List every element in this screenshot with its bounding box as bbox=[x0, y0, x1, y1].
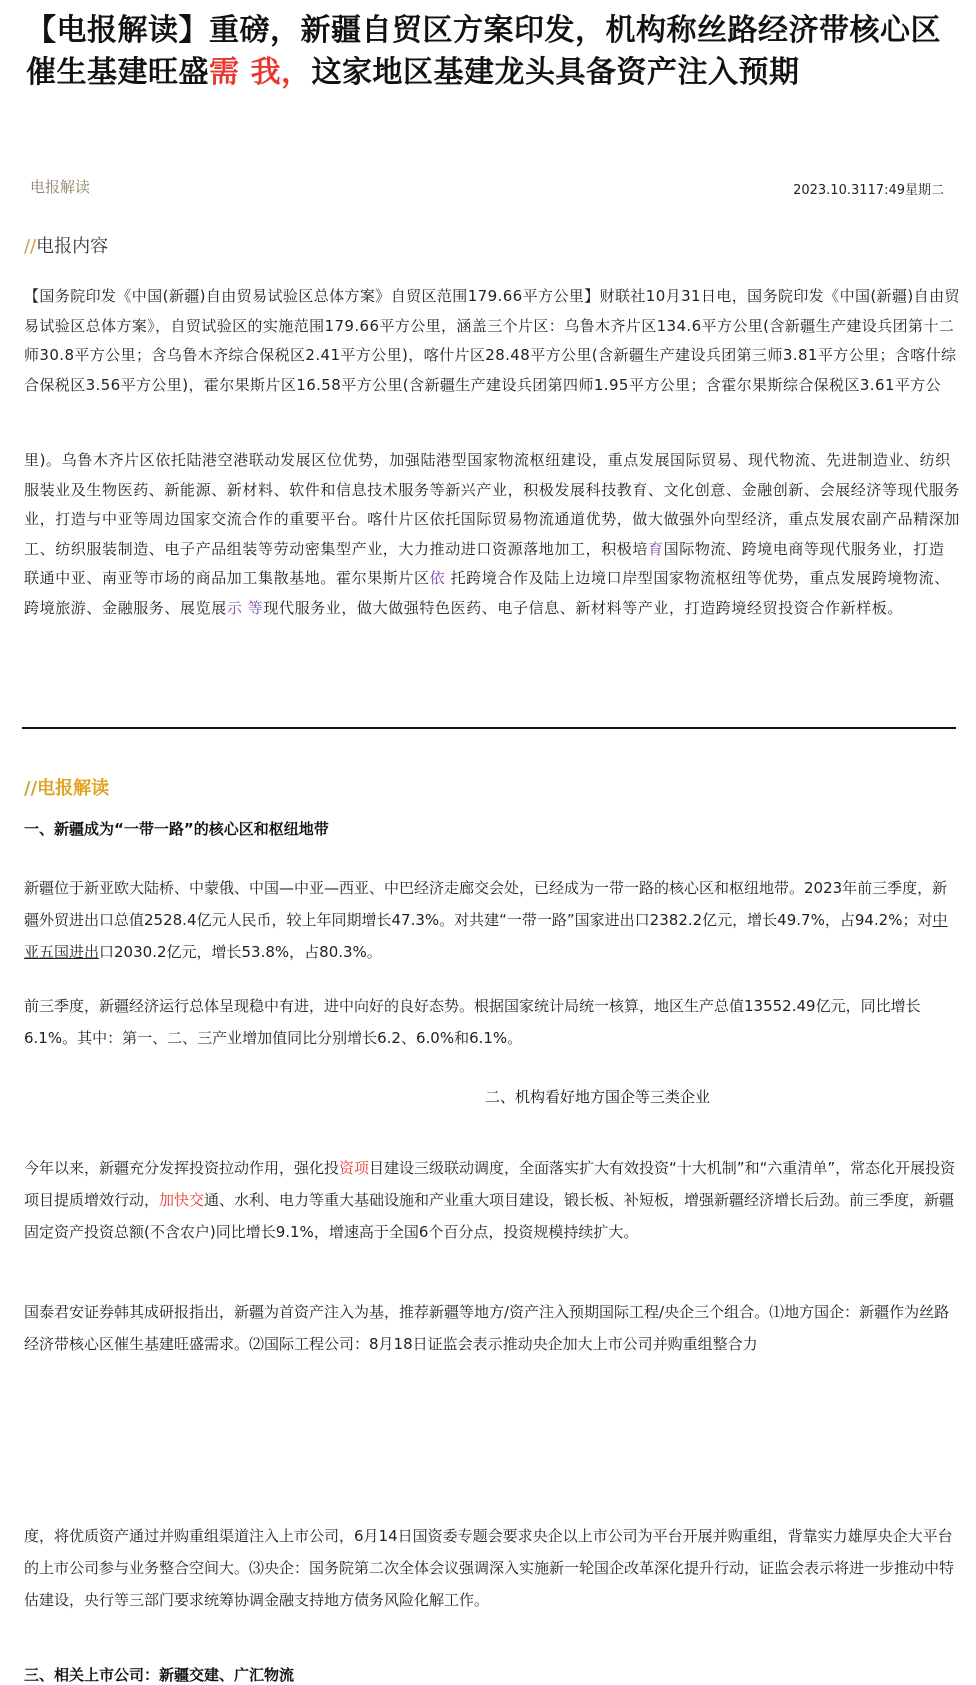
paragraph-text: 今年以来，新疆充分发挥投资拉动作用，强化投 bbox=[24, 1159, 340, 1177]
highlight-text: 依 bbox=[429, 569, 446, 587]
section-slash-mark: // bbox=[24, 778, 38, 799]
highlight-text: 资项 bbox=[339, 1159, 370, 1177]
analysis-paragraph-1 bbox=[24, 872, 960, 968]
subheading-1: 一、新疆成为“一带一路”的核心区和枢纽地带 bbox=[24, 820, 329, 838]
subheading-2: 二、机构看好地方国企等三类企业 bbox=[485, 1088, 711, 1106]
paragraph-text: 里)。乌鲁木齐片区依托陆港空港联动发展区位优势，加强陆港型国家物流枢纽建设，重点发展国际贸易、现代物流、先进制造业、纺织服装业及生物医药、新能源、新材料、软件和信息技术服务等新兴产业，积极发展科技教育、文化创意、金融创新、会展经济等现代服务业，打造与中亚等周边国家交流合作的重要平台。喀什片区依托国际贸易物流通道优势，做大做强外向型经济，重点发展农副产品精深加工、纺织服装制造、电子产品组装等劳动密集型产业，大力推动进口资源落地加工，积极培 bbox=[24, 451, 961, 558]
article-headline bbox=[26, 10, 961, 94]
paragraph-text: 新疆位于新亚欧大陆桥、中蒙俄、中国—中亚—西亚、中巴经济走廊交会处，已经成为一带一路的核心区和枢纽地带。2023年前三季度，新疆外贸进出口总值2528.4亿元人民币，较上年同期增长47.3%。对共建“一带一路”国家进出口2382.2亿元，增长49.7%，占94.2%；对 bbox=[24, 879, 948, 929]
underlined-text: 中亚五国进出 bbox=[24, 911, 948, 961]
analysis-paragraph-4: 国泰君安证券韩其成研报指出，新疆为首资产注入为基，推荐新疆等地方/资产注入预期国际工程/央企三个组合。⑴地方国企：新疆作为丝路经济带核心区催生基建旺盛需求。⑵国际工程公司：8月18日证监会表示推动央企加大上市公司并购重组整合力 bbox=[24, 1303, 950, 1353]
highlight-text: 育 bbox=[648, 539, 664, 558]
section-divider bbox=[22, 727, 956, 729]
publish-datetime: 2023.10.3117:49星期二 bbox=[793, 183, 944, 198]
headline-text-end: 这家地区基建龙头具备资产注入预期 bbox=[311, 55, 800, 90]
category-link[interactable]: 电报解读 bbox=[30, 178, 91, 196]
analysis-paragraph-3 bbox=[24, 1152, 960, 1248]
paragraph-text: 目建设三级联动调度，全面落实扩大有效投资“十大机制”和“六重清单”，常态化开展投资项目提质增效行动， bbox=[24, 1159, 956, 1209]
section-slash-mark: // bbox=[24, 236, 37, 257]
section-title-analysis bbox=[24, 774, 109, 800]
paragraph-text: 通、水利、电力等重大基础设施和产业重大项目建设，锻长板、补短板，增强新疆经济增长后劲。前三季度，新疆固定资产投资总额(不含农户)同比增长9.1%，增速高于全国6个百分点，投资规模持续扩大。 bbox=[24, 1191, 955, 1241]
paragraph-text: 托跨境合作及陆上边境口岸型国家物流枢纽等优势，重点发展跨境物流、跨境旅游、金融服务、展览展 bbox=[24, 569, 950, 617]
subheading-3: 三、相关上市公司：新疆交建、广汇物流 bbox=[24, 1666, 295, 1684]
section-title-content bbox=[24, 232, 108, 258]
paragraph-text: 国际物流、跨境电商等现代服务业，打造联通中亚、南亚等市场的商品加工集散基地。霍尔果斯片区 bbox=[24, 539, 945, 587]
headline-text: 【电报解读】重磅，新疆自贸区方案印发，机构称丝路经济带核心区催生基建旺盛 bbox=[26, 13, 941, 90]
highlight-text: 示 等 bbox=[226, 598, 264, 617]
paragraph-text: 现代服务业，做大做强特色医药、电子信息、新材料等产业，打造跨境经贸投资合作新样板。 bbox=[263, 598, 903, 617]
telegram-paragraph-1: 【国务院印发《中国(新疆)自由贸易试验区总体方案》自贸区范围179.66平方公里】财联社10月31日电，国务院印发《中国(新疆)自由贸易试验区总体方案》，自贸试验区的实施范围179.66平方公里，涵盖三个片区：乌鲁木齐片区134.6平方公里(含新疆生产建设兵团第十二师30.8平方公里；含乌鲁木齐综合保税区2.41平方公里)，喀什片区28.48平方公里(含新疆生产建设兵团第三师3.81平方公里；含喀什综合保税区3.56平方公里)，霍尔果斯片区16.58平方公里(含新疆生产建设兵团第四师1.95平方公里；含霍尔果斯综合保税区3.61平方公 bbox=[24, 287, 960, 394]
highlight-text: 加快交 bbox=[159, 1191, 205, 1209]
section-title-text: 电报内容 bbox=[36, 236, 109, 257]
section-title-text: 电报解读 bbox=[37, 778, 110, 799]
headline-highlight: 需 我， bbox=[209, 55, 312, 90]
telegram-paragraph-2 bbox=[24, 446, 960, 623]
paragraph-text: 口2030.2亿元，增长53.8%，占80.3%。 bbox=[99, 943, 382, 961]
analysis-paragraph-5: 度，将优质资产通过并购重组渠道注入上市公司，6月14日国资委专题会要求央企以上市公司为平台开展并购重组，背靠实力雄厚央企大平台的上市公司参与业务整合空间大。⑶央企：国务院第二次全体会议强调深入实施新一轮国企改革深化提升行动，证监会表示将进一步推动中特估建设，央行等三部门要求统筹协调金融支持地方债务风险化解工作。 bbox=[24, 1527, 955, 1609]
analysis-paragraph-2: 前三季度，新疆经济运行总体呈现稳中有进，进中向好的良好态势。根据国家统计局统一核算，地区生产总值13552.49亿元，同比增长6.1%。其中：第一、二、三产业增加值同比分别增长6.2、6.0%和6.1%。 bbox=[24, 997, 921, 1047]
